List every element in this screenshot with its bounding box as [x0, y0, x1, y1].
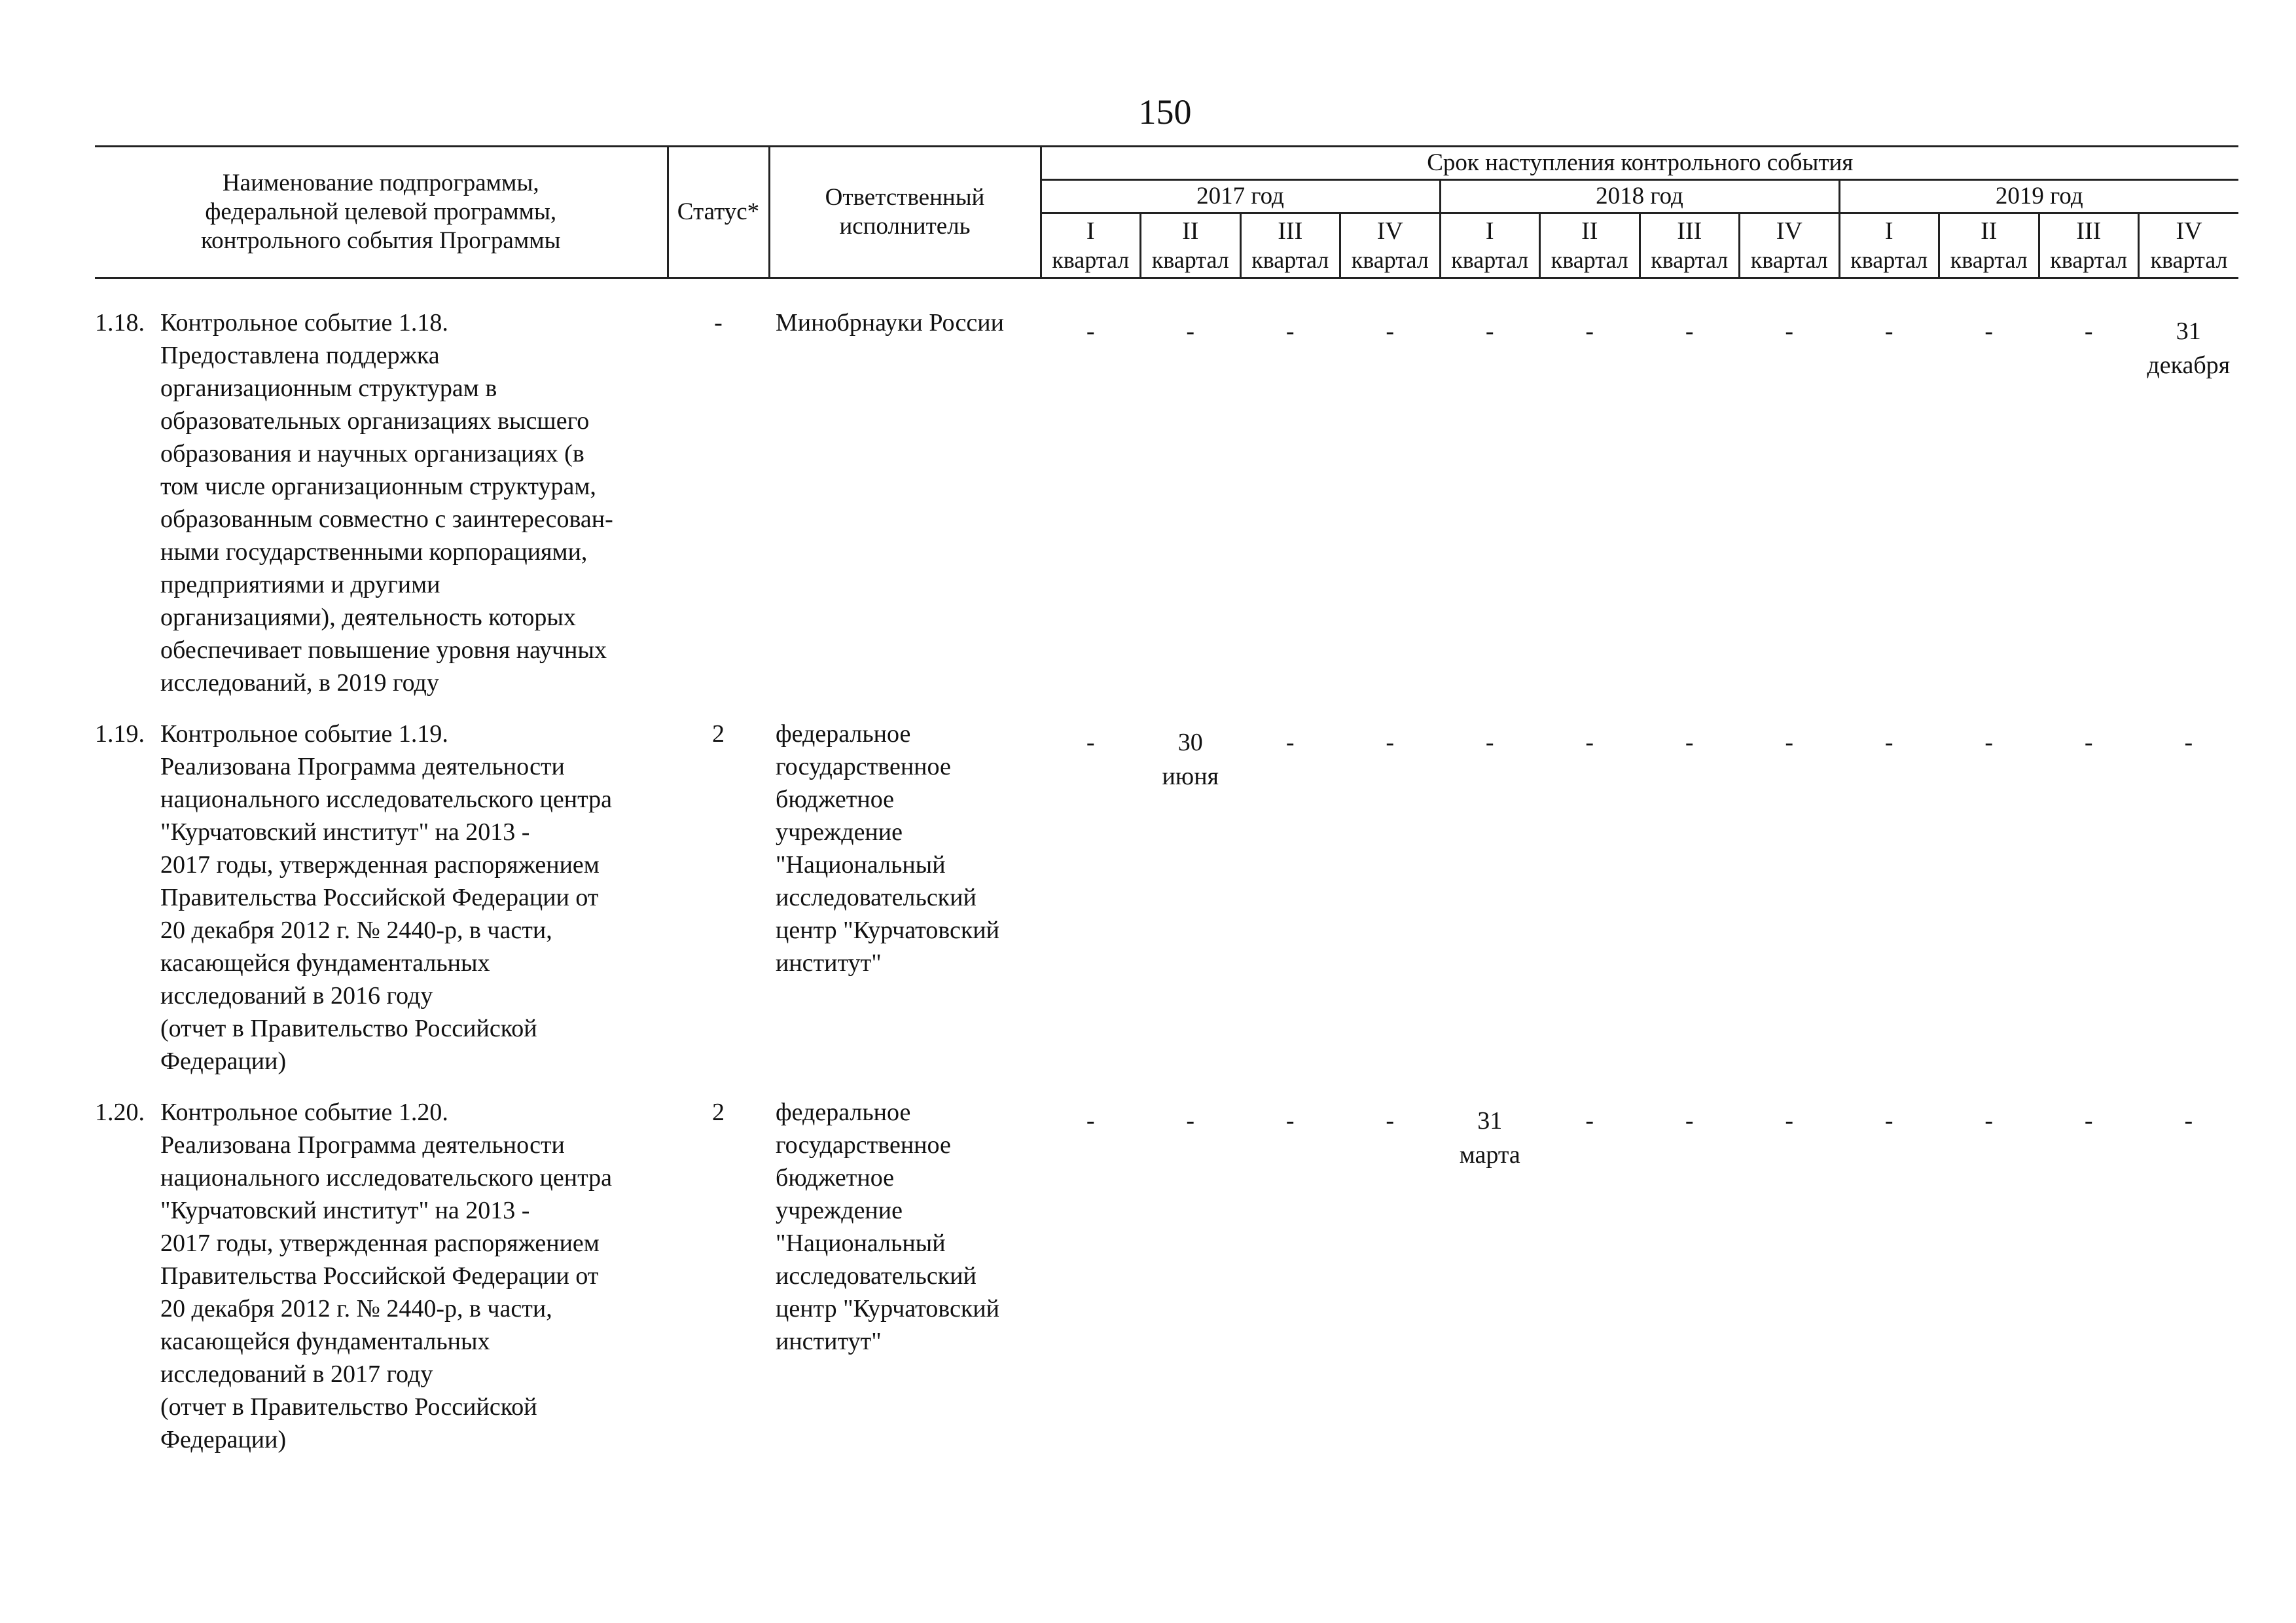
event-description-line: образования и научных организациях (в	[160, 440, 584, 467]
event-name-cell	[95, 306, 668, 718]
quarter-deadline-cell	[1240, 1096, 1340, 1474]
page-number: 150	[1138, 92, 1192, 132]
event-description-line: организационным структурам в	[160, 374, 497, 402]
deadline-line: -	[1685, 318, 1694, 345]
event-description-line: касающейся фундаментальных	[160, 949, 490, 977]
quarter-deadline-cell	[1939, 718, 2039, 1096]
event-description-line: "Курчатовский институт" на 2013 -	[160, 818, 530, 846]
event-description-line: (отчет в Правительство Российской	[160, 1393, 537, 1421]
deadline-line: -	[2184, 1107, 2193, 1135]
quarter-deadline-cell	[1540, 1096, 1640, 1474]
table-row	[95, 306, 2238, 718]
quarter-deadline-cell	[1440, 718, 1540, 1096]
deadline-line: -	[1884, 318, 1893, 345]
deadline-line: 31	[1477, 1107, 1503, 1135]
quarter-numeral-header: I	[1839, 213, 1939, 246]
quarter-deadline-cell	[1340, 306, 1441, 718]
deadline-line: -	[1984, 318, 1994, 345]
event-description-line: 2017 годы, утвержденная распоряжением	[160, 1230, 600, 1257]
event-description-line: Реализована Программа деятельности	[160, 1131, 565, 1159]
event-description-line: 20 декабря 2012 г. № 2440-р, в части,	[160, 1295, 552, 1322]
event-description-line: исследований в 2016 году	[160, 982, 433, 1010]
name-header-line: Наименование подпрограммы,	[222, 170, 539, 196]
deadline-line: -	[1984, 729, 1994, 756]
responsible-cell	[769, 306, 1041, 718]
responsible-line: бюджетное	[776, 1164, 895, 1192]
quarter-deadline-cell	[1939, 306, 2039, 718]
responsible-header-line: Ответственный	[825, 184, 985, 211]
responsible-line: институт"	[776, 949, 882, 977]
responsible-line: Минобрнауки России	[776, 309, 1004, 337]
event-description-line: 2017 годы, утвержденная распоряжением	[160, 851, 600, 879]
event-description-line: Контрольное событие 1.18.	[160, 309, 448, 337]
quarter-deadline-cell	[1340, 1096, 1441, 1474]
quarter-deadline-cell	[1141, 306, 1241, 718]
deadline-line: -	[1186, 1107, 1195, 1135]
quarter-deadline-cell	[1740, 306, 1840, 718]
quarter-deadline-cell	[1839, 306, 1939, 718]
quarter-word-header: квартал	[2039, 246, 2139, 278]
deadline-line: -	[2084, 1107, 2093, 1135]
responsible-line: федеральное	[776, 1099, 911, 1126]
deadline-line: -	[1086, 318, 1095, 345]
event-description-line: том числе организационным структурам,	[160, 473, 596, 500]
deadline-line: -	[1884, 1107, 1893, 1135]
quarter-word-header: квартал	[1041, 246, 1141, 278]
quarter-deadline-cell	[1740, 1096, 1840, 1474]
deadline-line: -	[1086, 1107, 1095, 1135]
deadline-line: -	[1585, 729, 1594, 756]
quarter-deadline-cell	[2039, 306, 2139, 718]
deadline-line: -	[2184, 729, 2193, 756]
year-header-2019: 2019 год	[1839, 180, 2238, 213]
event-description-line: образованным совместно с заинтересован-	[160, 505, 613, 533]
quarter-deadline-cell	[1540, 306, 1640, 718]
deadline-line: -	[1386, 729, 1395, 756]
event-description-line: национального исследовательского центра	[160, 786, 613, 813]
quarter-deadline-cell	[1141, 1096, 1241, 1474]
deadline-line: -	[1785, 318, 1794, 345]
quarter-word-header: квартал	[1540, 246, 1640, 278]
deadline-line: -	[1685, 1107, 1694, 1135]
quarter-deadline-cell	[1740, 718, 1840, 1096]
quarter-word-header: квартал	[1839, 246, 1939, 278]
responsible-cell	[769, 1096, 1041, 1474]
event-description-line: исследований в 2017 году	[160, 1360, 433, 1388]
deadline-line: -	[1285, 1107, 1295, 1135]
quarter-deadline-cell	[2139, 718, 2239, 1096]
quarter-deadline-cell	[1440, 306, 1540, 718]
responsible-line: центр "Курчатовский	[776, 917, 999, 944]
quarter-deadline-cell	[1640, 306, 1740, 718]
quarter-deadline-cell	[1141, 718, 1241, 1096]
deadline-line: июня	[1162, 763, 1219, 790]
quarter-numeral-header: II	[1540, 213, 1640, 246]
quarter-deadline-cell	[1440, 1096, 1540, 1474]
responsible-line: "Национальный	[776, 851, 946, 879]
deadline-line: -	[1884, 729, 1893, 756]
quarter-deadline-cell	[1640, 718, 1740, 1096]
event-name-cell	[95, 1096, 668, 1474]
event-description-line: образовательных организациях высшего	[160, 407, 590, 435]
event-description-line: Реализована Программа деятельности	[160, 753, 565, 780]
responsible-line: институт"	[776, 1328, 882, 1355]
quarter-numeral-header: I	[1041, 213, 1141, 246]
responsible-header-line: исполнитель	[839, 213, 971, 240]
quarter-numeral-header: II	[1939, 213, 2039, 246]
responsible-line: "Национальный	[776, 1230, 946, 1257]
deadline-line: -	[1386, 1107, 1395, 1135]
event-description-line: 20 декабря 2012 г. № 2440-р, в части,	[160, 917, 552, 944]
event-description-line: обеспечивает повышение уровня научных	[160, 636, 607, 664]
event-description-line: Федерации)	[160, 1048, 287, 1075]
quarter-deadline-cell	[2039, 1096, 2139, 1474]
event-description-line: (отчет в Правительство Российской	[160, 1015, 537, 1042]
quarter-word-header: квартал	[2139, 246, 2239, 278]
event-description-line: Правительства Российской Федерации от	[160, 884, 599, 911]
event-description-line: Контрольное событие 1.19.	[160, 720, 448, 748]
quarter-deadline-cell	[1540, 718, 1640, 1096]
name-header-line: федеральной целевой программы,	[205, 198, 557, 225]
deadline-line: -	[2084, 318, 2093, 345]
quarter-numeral-header: II	[1141, 213, 1241, 246]
event-description-line: предприятиями и другими	[160, 571, 440, 598]
quarter-word-header: квартал	[1240, 246, 1340, 278]
deadline-line: декабря	[2147, 352, 2231, 379]
responsible-line: федеральное	[776, 720, 911, 748]
quarter-deadline-cell	[1340, 718, 1441, 1096]
deadline-line: -	[1984, 1107, 1994, 1135]
event-description	[160, 306, 668, 699]
responsible-line: государственное	[776, 753, 951, 780]
year-header-2018: 2018 год	[1440, 180, 1839, 213]
quarter-deadline-cell	[1041, 306, 1141, 718]
quarter-deadline-cell	[1839, 718, 1939, 1096]
name-column-header	[95, 147, 668, 278]
deadline-line: 30	[1177, 729, 1203, 756]
table-header	[95, 147, 2238, 278]
quarter-numeral-header: IV	[2176, 217, 2202, 245]
deadline-line: -	[1785, 1107, 1794, 1135]
deadline-line: марта	[1459, 1141, 1520, 1169]
deadline-line: -	[1186, 318, 1195, 345]
quarter-word-header: квартал	[1340, 246, 1441, 278]
event-name-cell	[95, 718, 668, 1096]
deadline-line: -	[1485, 318, 1494, 345]
deadline-line: -	[1485, 729, 1494, 756]
event-description-line: Предоставлена поддержка	[160, 342, 440, 369]
status-cell: 2	[712, 720, 725, 748]
deadline-line: -	[1285, 318, 1295, 345]
table-body	[95, 278, 2238, 1475]
responsible-line: государственное	[776, 1131, 951, 1159]
event-description-line: национального исследовательского центра	[160, 1164, 613, 1192]
quarter-numeral-header: III	[1640, 213, 1740, 246]
quarter-deadline-cell	[2039, 718, 2139, 1096]
quarter-deadline-cell	[1240, 718, 1340, 1096]
event-description-line: ными государственными корпорациями,	[160, 538, 588, 566]
status-cell: -	[714, 309, 723, 337]
event-description-line: исследований, в 2019 году	[160, 669, 439, 697]
event-description-line: организациями), деятельность которых	[160, 604, 576, 631]
table-row	[95, 1096, 2238, 1474]
row-number: 1.20.	[95, 1099, 145, 1126]
quarter-deadline-cell	[2139, 306, 2239, 718]
responsible-cell	[769, 718, 1041, 1096]
deadline-line: -	[1086, 729, 1095, 756]
event-description	[160, 718, 668, 1078]
responsible-line: центр "Курчатовский	[776, 1295, 999, 1322]
quarter-word-header: квартал	[1141, 246, 1241, 278]
quarter-numeral-header: III	[1240, 213, 1340, 246]
quarter-deadline-cell	[1939, 1096, 2039, 1474]
quarter-numeral-header: IV	[1340, 213, 1441, 246]
deadline-line: -	[2084, 729, 2093, 756]
deadline-line: -	[1585, 318, 1594, 345]
quarter-deadline-cell	[1041, 718, 1141, 1096]
deadline-line: -	[1585, 1107, 1594, 1135]
quarter-deadline-cell	[1640, 1096, 1740, 1474]
name-header-line: контрольного события Программы	[200, 227, 561, 254]
year-header-2017: 2017 год	[1041, 180, 1440, 213]
deadline-line: 31	[2176, 318, 2201, 345]
deadline-line: -	[1785, 729, 1794, 756]
responsible-line: учреждение	[776, 1197, 903, 1224]
control-events-table	[95, 145, 2238, 1474]
event-description-line: Федерации)	[160, 1426, 287, 1453]
responsible-line: учреждение	[776, 818, 903, 846]
event-description-line: Правительства Российской Федерации от	[160, 1262, 599, 1290]
quarter-deadline-cell	[1041, 1096, 1141, 1474]
deadline-group-header: Срок наступления контрольного события	[1041, 147, 2238, 180]
event-description-line: касающейся фундаментальных	[160, 1328, 490, 1355]
event-description	[160, 1096, 668, 1456]
deadline-line: -	[1285, 729, 1295, 756]
status-column-header: Статус*	[668, 147, 769, 278]
table-row	[95, 718, 2238, 1096]
quarter-word-header: квартал	[1740, 246, 1840, 278]
responsible-line: исследовательский	[776, 884, 977, 911]
quarter-word-header: квартал	[1640, 246, 1740, 278]
row-number: 1.19.	[95, 720, 145, 748]
quarter-word-header: квартал	[1939, 246, 2039, 278]
quarter-numeral-header: I	[1440, 213, 1540, 246]
quarter-numeral-header: IV	[1740, 213, 1840, 246]
deadline-line: -	[1386, 318, 1395, 345]
row-number: 1.18.	[95, 309, 145, 337]
responsible-line: исследовательский	[776, 1262, 977, 1290]
quarter-numeral-header: III	[2039, 213, 2139, 246]
responsible-line: бюджетное	[776, 786, 895, 813]
event-description-line: Контрольное событие 1.20.	[160, 1099, 448, 1126]
status-cell: 2	[712, 1099, 725, 1126]
quarter-deadline-cell	[1839, 1096, 1939, 1474]
quarter-deadline-cell	[1240, 306, 1340, 718]
deadline-line: -	[1685, 729, 1694, 756]
quarter-deadline-cell	[2139, 1096, 2239, 1474]
event-description-line: "Курчатовский институт" на 2013 -	[160, 1197, 530, 1224]
quarter-word-header: квартал	[1440, 246, 1540, 278]
responsible-column-header	[769, 147, 1041, 278]
